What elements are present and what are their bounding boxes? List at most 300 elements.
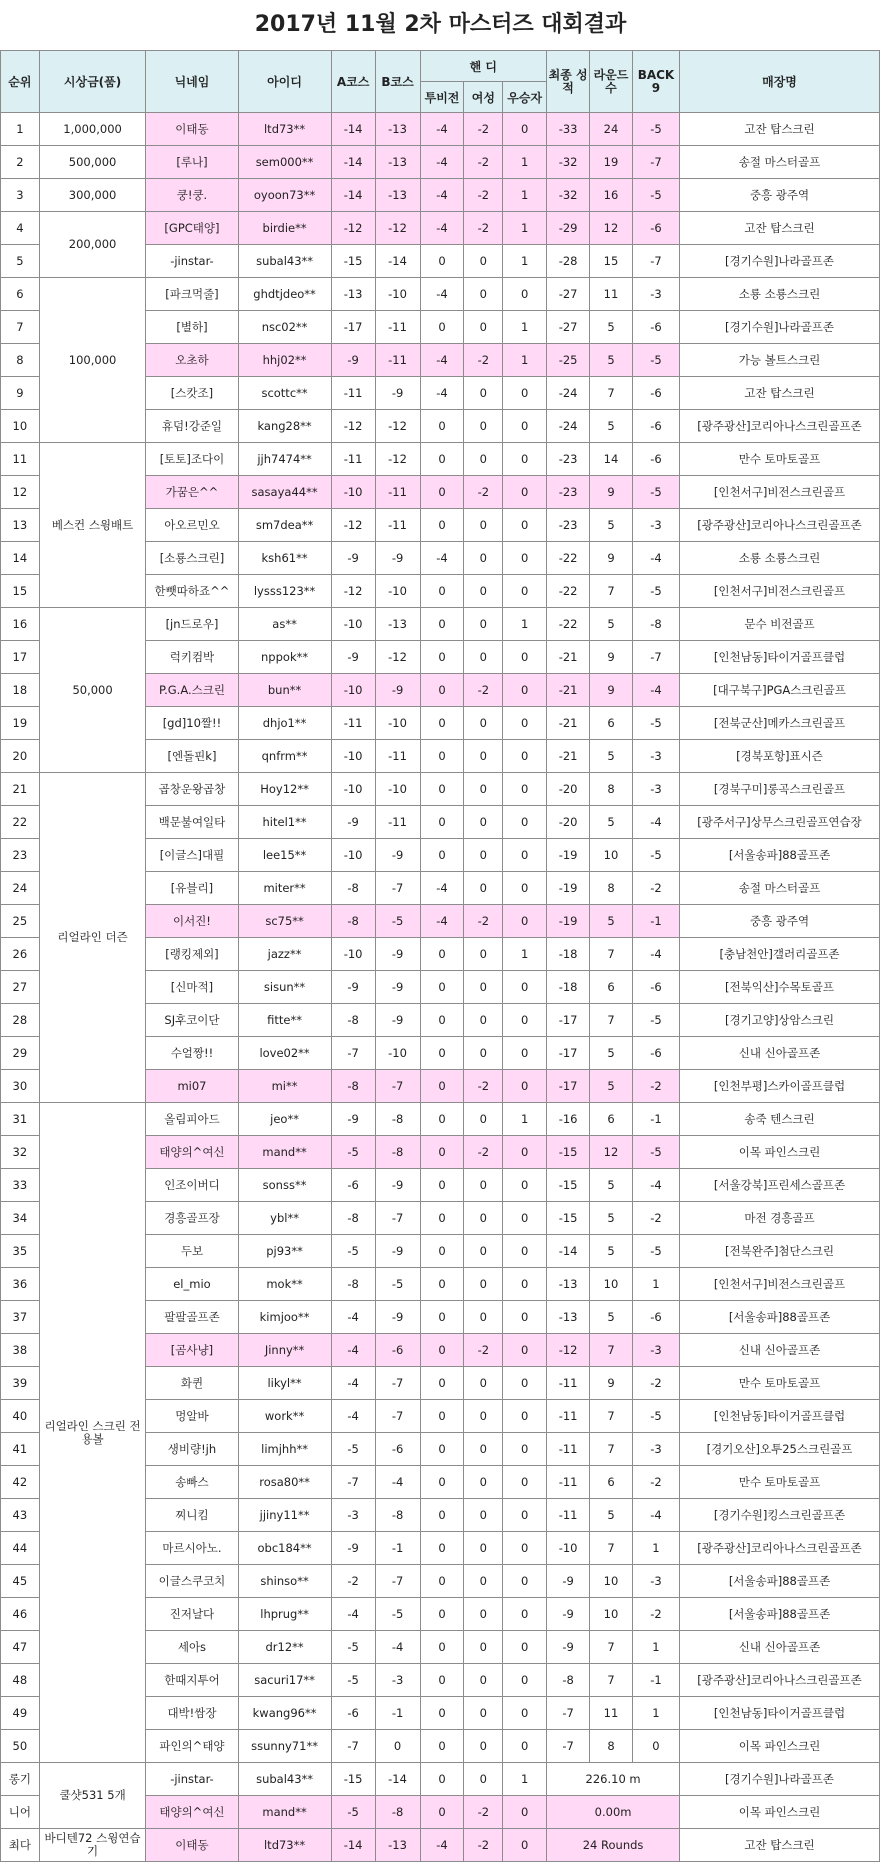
rounds-cell: 5 <box>590 806 633 839</box>
id-cell: bun** <box>238 674 331 707</box>
final-cell: -12 <box>547 1334 590 1367</box>
prize-cell: 리얼라인 더즌 <box>39 773 146 1103</box>
nickname-cell: [별하] <box>146 311 238 344</box>
id-cell: sasaya44** <box>238 476 331 509</box>
rounds-cell: 7 <box>590 1004 633 1037</box>
b-course-cell: 0 <box>375 1730 420 1763</box>
handi-female-cell: 0 <box>464 575 503 608</box>
handi-winner-cell: 1 <box>503 212 547 245</box>
rank-cell: 18 <box>1 674 40 707</box>
special-label-cell: 니어 <box>1 1796 40 1829</box>
back9-cell: -5 <box>632 476 679 509</box>
rank-cell: 39 <box>1 1367 40 1400</box>
a-course-cell: -11 <box>331 377 375 410</box>
id-cell: ltd73** <box>238 113 331 146</box>
handi-winner-cell: 0 <box>503 1697 547 1730</box>
back9-cell: -6 <box>632 971 679 1004</box>
back9-cell: -4 <box>632 542 679 575</box>
handi-tovision-cell: 0 <box>420 1730 464 1763</box>
b-course-cell: -12 <box>375 443 420 476</box>
b-course-cell: -11 <box>375 806 420 839</box>
handi-tovision-cell: 0 <box>420 740 464 773</box>
final-cell: -21 <box>547 674 590 707</box>
handi-female-cell: 0 <box>464 1598 503 1631</box>
id-cell: dr12** <box>238 1631 331 1664</box>
b-course-cell: -9 <box>375 1004 420 1037</box>
final-cell: -22 <box>547 575 590 608</box>
rank-cell: 25 <box>1 905 40 938</box>
handi-winner-cell: 0 <box>503 1037 547 1070</box>
rounds-cell: 11 <box>590 1697 633 1730</box>
b-course-cell: -5 <box>375 1598 420 1631</box>
rounds-cell: 5 <box>590 905 633 938</box>
handi-tovision-cell: 0 <box>420 839 464 872</box>
handi-female-cell: -2 <box>464 674 503 707</box>
a-course-cell: -10 <box>331 839 375 872</box>
nickname-cell: 마르시아노. <box>146 1532 238 1565</box>
id-cell: sc75** <box>238 905 331 938</box>
id-cell: birdie** <box>238 212 331 245</box>
final-cell: -18 <box>547 971 590 1004</box>
a-course-cell: -13 <box>331 278 375 311</box>
back9-cell: 1 <box>632 1631 679 1664</box>
final-cell: -21 <box>547 740 590 773</box>
handi-winner-cell: 0 <box>503 1334 547 1367</box>
rank-cell: 41 <box>1 1433 40 1466</box>
rounds-cell: 12 <box>590 1136 633 1169</box>
id-cell: kang28** <box>238 410 331 443</box>
a-course-cell: -4 <box>331 1598 375 1631</box>
b-course-cell: -11 <box>375 344 420 377</box>
store-cell: [광주광산]코리아나스크린골프존 <box>680 1532 880 1565</box>
handi-tovision-cell: 0 <box>420 410 464 443</box>
handi-female-cell: 0 <box>464 938 503 971</box>
b-course-cell: -11 <box>375 509 420 542</box>
rounds-cell: 7 <box>590 1631 633 1664</box>
a-course-cell: -14 <box>331 146 375 179</box>
id-cell: sonss** <box>238 1169 331 1202</box>
a-course-cell: -9 <box>331 806 375 839</box>
final-cell: -28 <box>547 245 590 278</box>
prize-cell: 1,000,000 <box>39 113 146 146</box>
final-cell: -7 <box>547 1730 590 1763</box>
store-cell: [충남천안]갤러리골프존 <box>680 938 880 971</box>
back9-cell: 1 <box>632 1532 679 1565</box>
handi-female-cell: 0 <box>464 707 503 740</box>
handi-female-cell: 0 <box>464 1565 503 1598</box>
handi-tovision-cell: 0 <box>420 509 464 542</box>
id-cell: work** <box>238 1400 331 1433</box>
store-cell: [경북구미]롱곡스크린골프 <box>680 773 880 806</box>
nickname-cell: 팔팔골프존 <box>146 1301 238 1334</box>
back9-cell: -6 <box>632 443 679 476</box>
final-cell: -15 <box>547 1169 590 1202</box>
a-course-cell: -10 <box>331 740 375 773</box>
prize-cell: 200,000 <box>39 212 146 278</box>
handi-tovision-cell: -4 <box>420 179 464 212</box>
handi-female-cell: 0 <box>464 1664 503 1697</box>
handi-winner-cell: 0 <box>503 1532 547 1565</box>
handi-tovision-cell: 0 <box>420 674 464 707</box>
nickname-cell: [GPC태양] <box>146 212 238 245</box>
result-cell: 24 Rounds <box>547 1829 680 1862</box>
back9-cell: -7 <box>632 245 679 278</box>
final-cell: -23 <box>547 443 590 476</box>
back9-cell: -6 <box>632 1301 679 1334</box>
store-cell: 이목 파인스크린 <box>680 1136 880 1169</box>
rank-cell: 32 <box>1 1136 40 1169</box>
back9-cell: -5 <box>632 575 679 608</box>
rank-cell: 23 <box>1 839 40 872</box>
rank-cell: 47 <box>1 1631 40 1664</box>
nickname-cell: 이글스쿠코치 <box>146 1565 238 1598</box>
handi-tovision-cell: -4 <box>420 344 464 377</box>
nickname-cell: 쿵!쿵. <box>146 179 238 212</box>
store-cell: 송절 마스터골프 <box>680 872 880 905</box>
a-course-cell: -4 <box>331 1400 375 1433</box>
handi-female-cell: 0 <box>464 1532 503 1565</box>
final-cell: -23 <box>547 509 590 542</box>
id-cell: obc184** <box>238 1532 331 1565</box>
handi-tovision-cell: 0 <box>420 443 464 476</box>
handi-tovision-cell: -4 <box>420 905 464 938</box>
a-course-cell: -10 <box>331 938 375 971</box>
header-b-course: B코스 <box>375 51 420 113</box>
b-course-cell: -9 <box>375 839 420 872</box>
handi-winner-cell: 0 <box>503 509 547 542</box>
rounds-cell: 6 <box>590 971 633 1004</box>
rounds-cell: 5 <box>590 1301 633 1334</box>
final-cell: -11 <box>547 1433 590 1466</box>
handi-tovision-cell: 0 <box>420 245 464 278</box>
nickname-cell: 세아s <box>146 1631 238 1664</box>
rounds-cell: 5 <box>590 311 633 344</box>
a-course-cell: -10 <box>331 674 375 707</box>
table-row <box>1 1103 880 1136</box>
nickname-cell: 가꿈은^^ <box>146 476 238 509</box>
a-course-cell: -5 <box>331 1664 375 1697</box>
final-cell: -11 <box>547 1499 590 1532</box>
b-course-cell: -12 <box>375 641 420 674</box>
final-cell: -7 <box>547 1697 590 1730</box>
final-cell: -13 <box>547 1301 590 1334</box>
nickname-cell: 멍알바 <box>146 1400 238 1433</box>
store-cell: [광주광산]코리아나스크린골프존 <box>680 1664 880 1697</box>
store-cell: [서울송파]88골프존 <box>680 1598 880 1631</box>
nickname-cell: 한때지투어 <box>146 1664 238 1697</box>
back9-cell: -3 <box>632 1565 679 1598</box>
id-cell: scottc** <box>238 377 331 410</box>
rounds-cell: 10 <box>590 839 633 872</box>
rounds-cell: 7 <box>590 938 633 971</box>
store-cell: 고잔 탑스크린 <box>680 377 880 410</box>
handi-tovision-cell: 0 <box>420 773 464 806</box>
handi-tovision-cell: 0 <box>420 1697 464 1730</box>
handi-female-cell: 0 <box>464 509 503 542</box>
store-cell: 가능 볼트스크린 <box>680 344 880 377</box>
handi-female-cell: 0 <box>464 971 503 1004</box>
store-cell: [전북익산]수목토골프 <box>680 971 880 1004</box>
rounds-cell: 7 <box>590 1664 633 1697</box>
store-cell: [서울강북]프린세스골프존 <box>680 1169 880 1202</box>
rank-cell: 45 <box>1 1565 40 1598</box>
final-cell: -10 <box>547 1532 590 1565</box>
handi-female-cell: 0 <box>464 377 503 410</box>
rank-cell: 6 <box>1 278 40 311</box>
handi-winner-cell: 0 <box>503 1730 547 1763</box>
rounds-cell: 7 <box>590 1400 633 1433</box>
a-course-cell: -8 <box>331 872 375 905</box>
final-cell: -17 <box>547 1004 590 1037</box>
rank-cell: 34 <box>1 1202 40 1235</box>
handi-winner-cell: 0 <box>503 1664 547 1697</box>
handi-winner-cell: 0 <box>503 1202 547 1235</box>
back9-cell: -5 <box>632 113 679 146</box>
b-course-cell: -11 <box>375 311 420 344</box>
back9-cell: 0 <box>632 1730 679 1763</box>
handi-winner-cell: 0 <box>503 773 547 806</box>
rounds-cell: 5 <box>590 740 633 773</box>
id-cell: Hoy12** <box>238 773 331 806</box>
rounds-cell: 9 <box>590 641 633 674</box>
handi-female-cell: 0 <box>464 1730 503 1763</box>
rounds-cell: 7 <box>590 377 633 410</box>
rank-cell: 3 <box>1 179 40 212</box>
handi-female-cell: -2 <box>464 905 503 938</box>
handi-winner-cell: 0 <box>503 377 547 410</box>
a-course-cell: -5 <box>331 1631 375 1664</box>
nickname-cell: 올림피아드 <box>146 1103 238 1136</box>
handi-female-cell: -2 <box>464 1136 503 1169</box>
results-body <box>1 113 880 1862</box>
final-cell: -20 <box>547 806 590 839</box>
handi-winner-cell: 0 <box>503 1433 547 1466</box>
rounds-cell: 5 <box>590 608 633 641</box>
handi-female-cell: 0 <box>464 1301 503 1334</box>
nickname-cell: 이태동 <box>146 1829 238 1862</box>
nickname-cell: -jinstar- <box>146 1763 238 1796</box>
nickname-cell: [유블리] <box>146 872 238 905</box>
b-course-cell: -9 <box>375 971 420 1004</box>
rank-cell: 9 <box>1 377 40 410</box>
id-cell: mand** <box>238 1796 331 1829</box>
id-cell: ksh61** <box>238 542 331 575</box>
rank-cell: 14 <box>1 542 40 575</box>
handi-winner-cell: 1 <box>503 1763 547 1796</box>
handi-tovision-cell: 0 <box>420 1334 464 1367</box>
b-course-cell: -5 <box>375 1268 420 1301</box>
final-cell: -24 <box>547 410 590 443</box>
rank-cell: 20 <box>1 740 40 773</box>
id-cell: qnfrm** <box>238 740 331 773</box>
store-cell: [서울송파]88골프존 <box>680 1565 880 1598</box>
store-cell: 만수 토마토골프 <box>680 1466 880 1499</box>
rank-cell: 11 <box>1 443 40 476</box>
nickname-cell: 두보 <box>146 1235 238 1268</box>
store-cell: [전북군산]메카스크린골프 <box>680 707 880 740</box>
handi-winner-cell: 1 <box>503 146 547 179</box>
store-cell: [인천남동]타이거골프클럽 <box>680 641 880 674</box>
rounds-cell: 5 <box>590 1070 633 1103</box>
store-cell: 중흥 광주역 <box>680 179 880 212</box>
store-cell: [광주광산]코리아나스크린골프존 <box>680 410 880 443</box>
b-course-cell: -6 <box>375 1433 420 1466</box>
final-cell: -13 <box>547 1268 590 1301</box>
handi-winner-cell: 0 <box>503 905 547 938</box>
final-cell: -19 <box>547 872 590 905</box>
nickname-cell: 파인의^태양 <box>146 1730 238 1763</box>
id-cell: lee15** <box>238 839 331 872</box>
header-nickname: 닉네임 <box>146 51 238 113</box>
handi-tovision-cell: 0 <box>420 476 464 509</box>
b-course-cell: -4 <box>375 1631 420 1664</box>
b-course-cell: -9 <box>375 938 420 971</box>
handi-tovision-cell: 0 <box>420 1301 464 1334</box>
a-course-cell: -7 <box>331 1730 375 1763</box>
header-a-course: A코스 <box>331 51 375 113</box>
b-course-cell: -8 <box>375 1796 420 1829</box>
rank-cell: 30 <box>1 1070 40 1103</box>
handi-tovision-cell: 0 <box>420 1499 464 1532</box>
b-course-cell: -9 <box>375 1235 420 1268</box>
handi-tovision-cell: 0 <box>420 971 464 1004</box>
a-course-cell: -8 <box>331 1268 375 1301</box>
back9-cell: -7 <box>632 146 679 179</box>
back9-cell: -2 <box>632 872 679 905</box>
a-course-cell: -17 <box>331 311 375 344</box>
a-course-cell: -10 <box>331 476 375 509</box>
handi-female-cell: 0 <box>464 773 503 806</box>
a-course-cell: -10 <box>331 773 375 806</box>
back9-cell: -5 <box>632 179 679 212</box>
b-course-cell: -7 <box>375 1400 420 1433</box>
a-course-cell: -9 <box>331 641 375 674</box>
id-cell: dhjo1** <box>238 707 331 740</box>
handi-winner-cell: 1 <box>503 311 547 344</box>
handi-tovision-cell: 0 <box>420 311 464 344</box>
id-cell: shinso** <box>238 1565 331 1598</box>
id-cell: hhj02** <box>238 344 331 377</box>
b-course-cell: -8 <box>375 1499 420 1532</box>
id-cell: kwang96** <box>238 1697 331 1730</box>
page-title: 2017년 11월 2차 마스터즈 대회결과 <box>254 12 627 37</box>
id-cell: nppok** <box>238 641 331 674</box>
rounds-cell: 8 <box>590 872 633 905</box>
a-course-cell: -14 <box>331 1829 375 1862</box>
rank-cell: 17 <box>1 641 40 674</box>
handi-tovision-cell: 0 <box>420 1367 464 1400</box>
final-cell: -16 <box>547 1103 590 1136</box>
id-cell: as** <box>238 608 331 641</box>
rank-cell: 44 <box>1 1532 40 1565</box>
rounds-cell: 5 <box>590 344 633 377</box>
rounds-cell: 24 <box>590 113 633 146</box>
store-cell: [인천서구]비전스크린골프 <box>680 476 880 509</box>
handi-female-cell: 0 <box>464 1202 503 1235</box>
handi-female-cell: 0 <box>464 410 503 443</box>
handi-tovision-cell: 0 <box>420 1796 464 1829</box>
id-cell: lhprug** <box>238 1598 331 1631</box>
b-course-cell: -12 <box>375 410 420 443</box>
handi-winner-cell: 1 <box>503 1103 547 1136</box>
nickname-cell: [곰사냥] <box>146 1334 238 1367</box>
final-cell: -15 <box>547 1202 590 1235</box>
b-course-cell: -8 <box>375 1136 420 1169</box>
id-cell: sacuri17** <box>238 1664 331 1697</box>
handi-tovision-cell: 0 <box>420 1565 464 1598</box>
nickname-cell: [gd]10짤!! <box>146 707 238 740</box>
rank-cell: 43 <box>1 1499 40 1532</box>
results-table <box>0 50 880 1862</box>
handi-winner-cell: 0 <box>503 1565 547 1598</box>
store-cell: [경기수원]나라골프존 <box>680 245 880 278</box>
result-cell: 226.10 m <box>547 1763 680 1796</box>
rank-cell: 31 <box>1 1103 40 1136</box>
handi-female-cell: 0 <box>464 1367 503 1400</box>
id-cell: limjhh** <box>238 1433 331 1466</box>
handi-female-cell: 0 <box>464 1400 503 1433</box>
a-course-cell: -4 <box>331 1367 375 1400</box>
rank-cell: 38 <box>1 1334 40 1367</box>
nickname-cell: [신마적] <box>146 971 238 1004</box>
rank-cell: 5 <box>1 245 40 278</box>
handi-winner-cell: 0 <box>503 1367 547 1400</box>
header-handi: 핸 디 <box>420 51 547 82</box>
rounds-cell: 7 <box>590 575 633 608</box>
nickname-cell: [파크먹줄] <box>146 278 238 311</box>
handi-tovision-cell: 0 <box>420 1532 464 1565</box>
rounds-cell: 8 <box>590 773 633 806</box>
rounds-cell: 12 <box>590 212 633 245</box>
store-cell: [경기수원]킹스크린골프존 <box>680 1499 880 1532</box>
final-cell: -11 <box>547 1400 590 1433</box>
prize-cell: 50,000 <box>39 608 146 773</box>
rounds-cell: 11 <box>590 278 633 311</box>
handi-female-cell: 0 <box>464 872 503 905</box>
table-row <box>1 179 880 212</box>
nickname-cell: [토토]조다이 <box>146 443 238 476</box>
handi-tovision-cell: 0 <box>420 1433 464 1466</box>
store-cell: 고잔 탑스크린 <box>680 212 880 245</box>
result-cell: 0.00m <box>547 1796 680 1829</box>
rank-cell: 29 <box>1 1037 40 1070</box>
store-cell: [경기수원]나라골프존 <box>680 311 880 344</box>
b-course-cell: -9 <box>375 542 420 575</box>
final-cell: -27 <box>547 311 590 344</box>
nickname-cell: 오초하 <box>146 344 238 377</box>
handi-female-cell: 0 <box>464 1466 503 1499</box>
nickname-cell: 수얼짱!! <box>146 1037 238 1070</box>
back9-cell: -2 <box>632 1367 679 1400</box>
nickname-cell: 곱창운왕곱창 <box>146 773 238 806</box>
handi-winner-cell: 0 <box>503 1169 547 1202</box>
nickname-cell: [랭킹제외] <box>146 938 238 971</box>
handi-tovision-cell: 0 <box>420 1763 464 1796</box>
final-cell: -11 <box>547 1367 590 1400</box>
back9-cell: -1 <box>632 1103 679 1136</box>
a-course-cell: -9 <box>331 971 375 1004</box>
table-row <box>1 146 880 179</box>
back9-cell: -5 <box>632 1400 679 1433</box>
store-cell: 고잔 탑스크린 <box>680 1829 880 1862</box>
back9-cell: -4 <box>632 938 679 971</box>
back9-cell: -6 <box>632 311 679 344</box>
handi-winner-cell: 0 <box>503 740 547 773</box>
rank-cell: 19 <box>1 707 40 740</box>
rounds-cell: 5 <box>590 509 633 542</box>
nickname-cell: 백문불여일타 <box>146 806 238 839</box>
nickname-cell: 인조이버디 <box>146 1169 238 1202</box>
